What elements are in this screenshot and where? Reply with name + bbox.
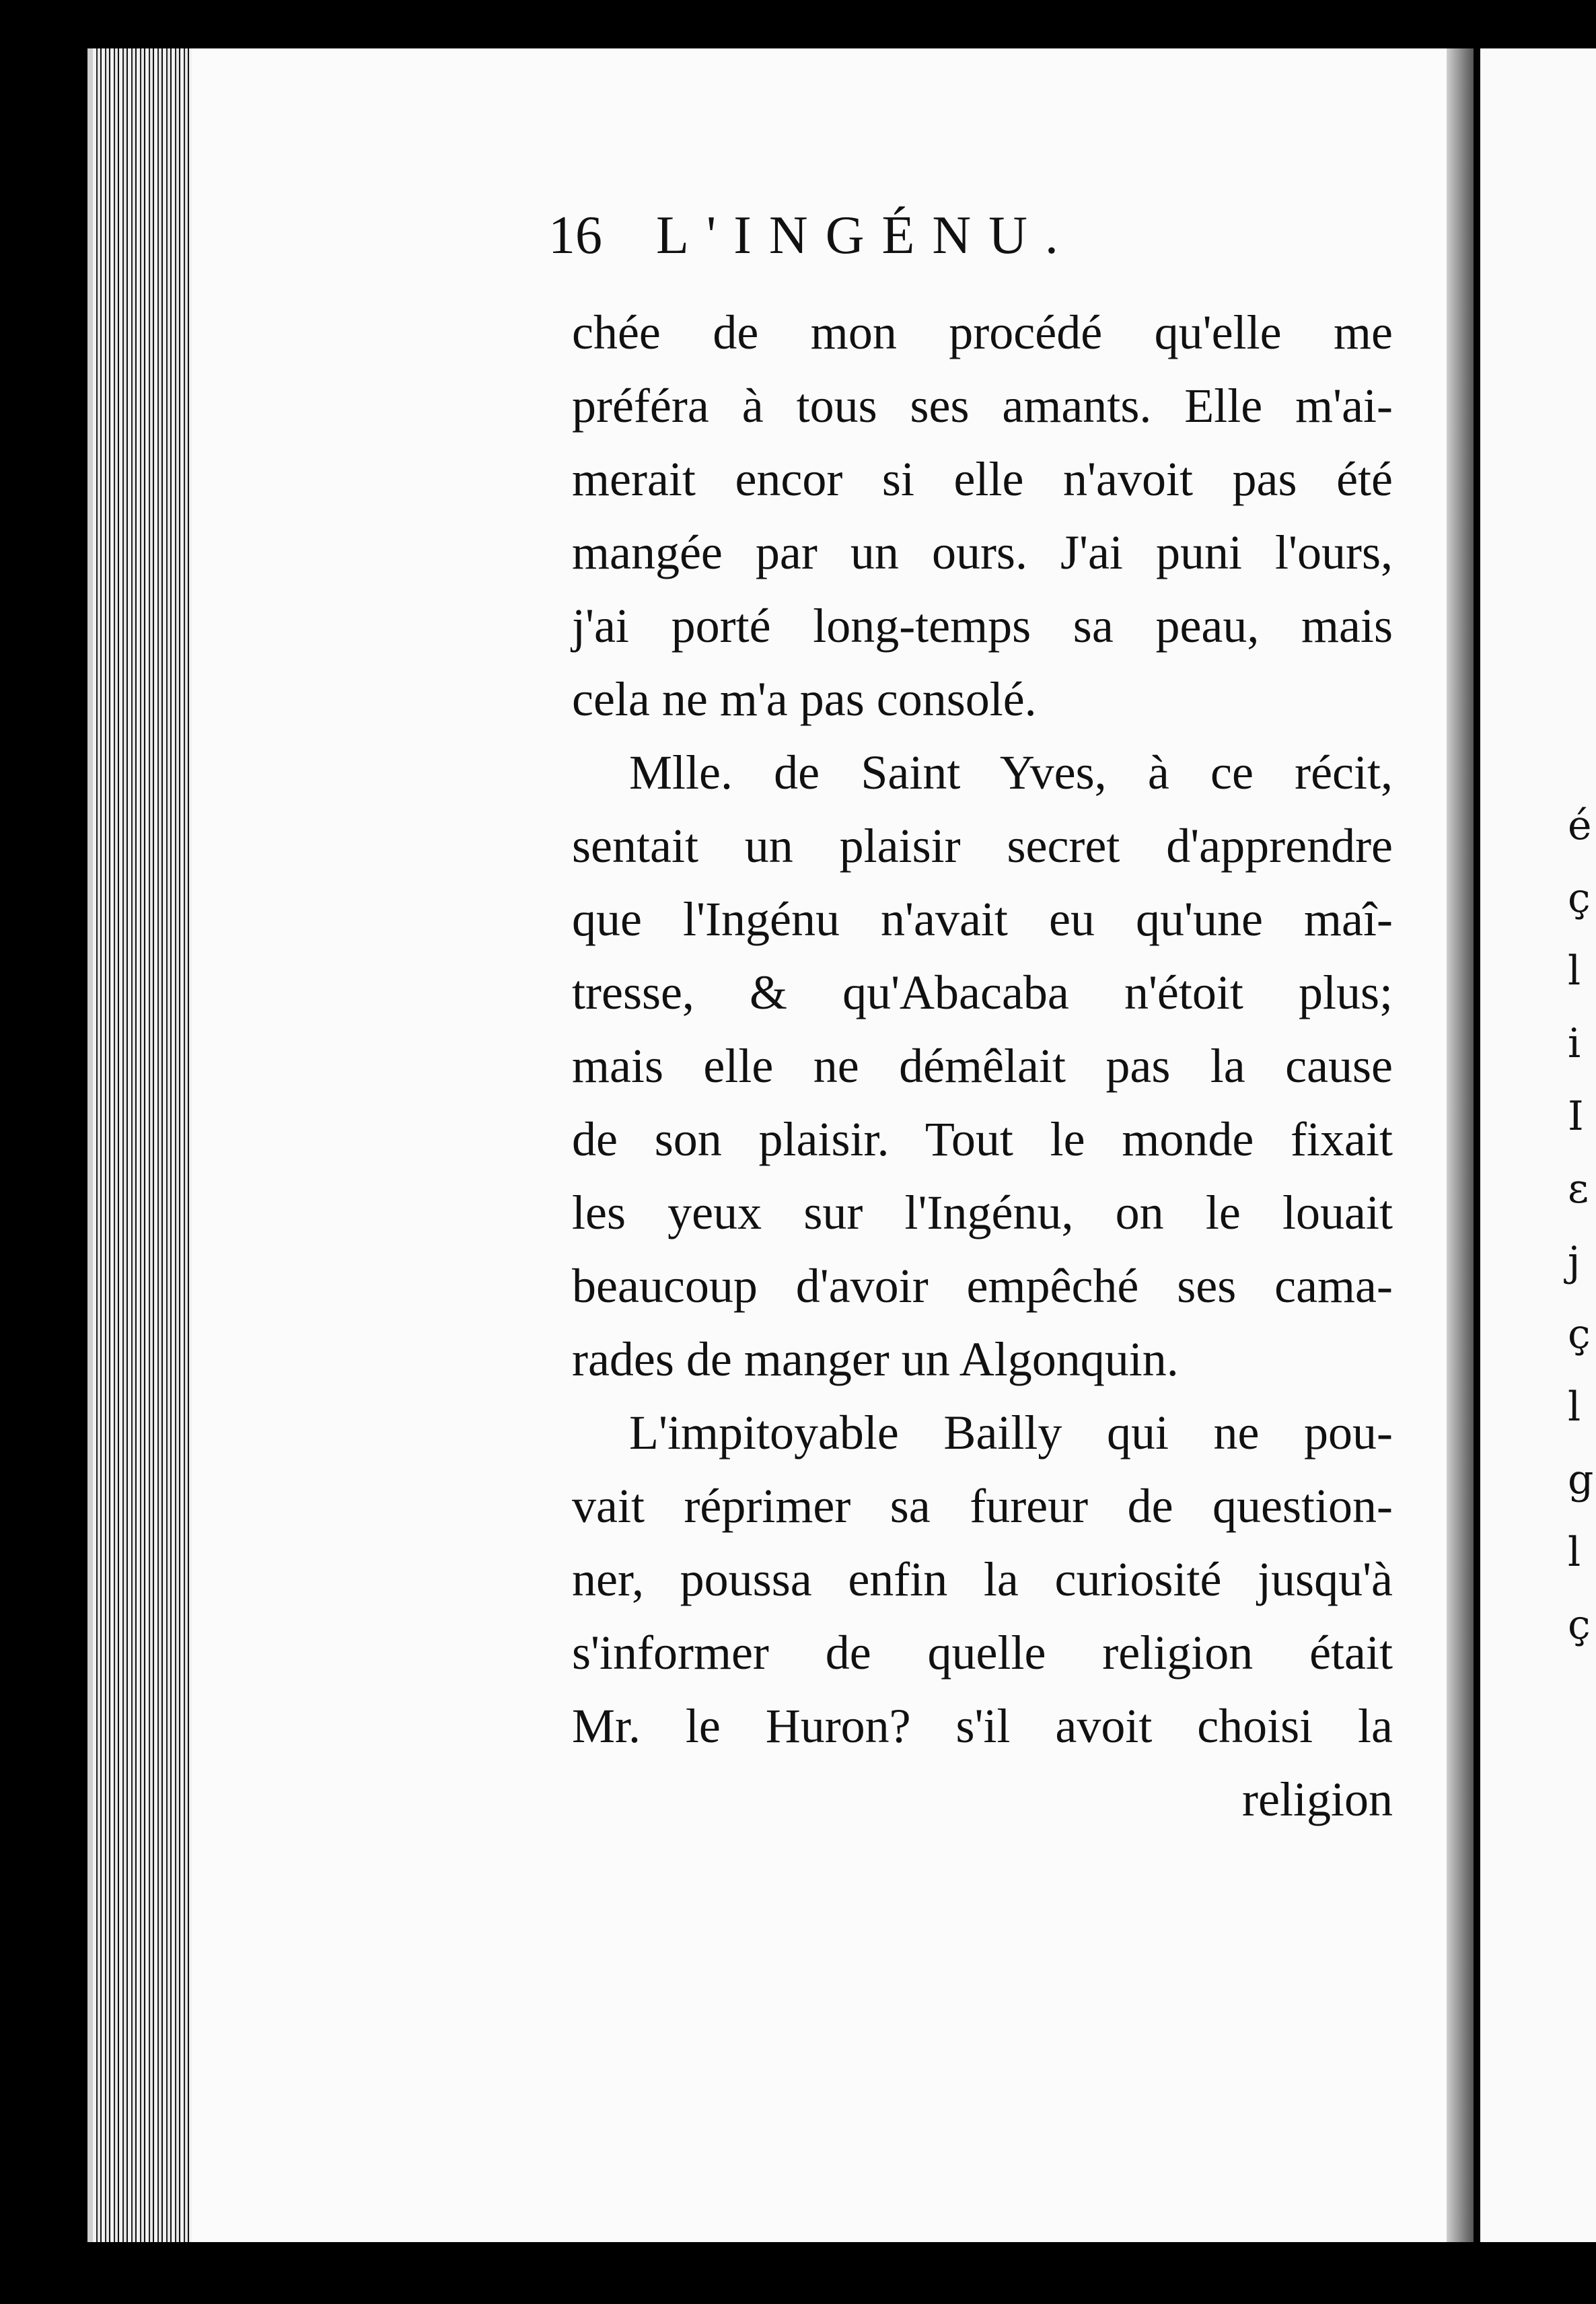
text-line: mangée par un ours. J'ai puni l'ours,	[572, 526, 1393, 579]
facing-page-fragment: l	[1568, 947, 1581, 995]
text-line: les yeux sur l'Ingénu, on le louait	[572, 1186, 1393, 1239]
text-line: rades de manger un Algonquin.	[572, 1332, 1179, 1386]
text-line: chée de mon procédé qu'elle me	[572, 305, 1393, 359]
text-line: que l'Ingénu n'avait eu qu'une maî-	[572, 892, 1393, 946]
facing-page-fragment: ç	[1568, 1601, 1591, 1649]
text-line: merait encor si elle n'avoit pas été	[572, 452, 1393, 506]
facing-page-fragment: l	[1568, 1529, 1581, 1576]
left-page-edges	[87, 48, 201, 2242]
facing-page-edge	[1480, 48, 1596, 2242]
text-line: Mlle. de Saint Yves, à ce récit,	[629, 746, 1393, 799]
page-number: 16	[548, 206, 602, 265]
text-line: beaucoup d'avoir empêché ses cama-	[572, 1259, 1393, 1313]
facing-page-fragment: ç	[1568, 1311, 1591, 1358]
facing-page-fragment: j	[1568, 1238, 1581, 1285]
text-line: Mr. le Huron? s'il avoit choisi la	[572, 1699, 1393, 1753]
text-line: ner, poussa enfin la curiosité jusqu'à	[572, 1552, 1393, 1606]
text-line: de son plaisir. Tout le monde fixait	[572, 1112, 1393, 1166]
running-header	[548, 205, 1076, 266]
facing-page-fragment: é	[1568, 802, 1592, 849]
facing-page-fragment: i	[1568, 1020, 1581, 1067]
text-line: mais elle ne démêlait pas la cause	[572, 1039, 1393, 1093]
text-line: vait réprimer sa fureur de question-	[572, 1479, 1393, 1533]
text-line: j'ai porté long-temps sa peau, mais	[572, 599, 1393, 653]
running-title: L'INGÉNU.	[656, 206, 1076, 265]
text-line: cela ne m'a pas consolé.	[572, 672, 1037, 726]
text-line: sentait un plaisir secret d'apprendre	[572, 819, 1393, 873]
facing-page-fragment: g	[1568, 1456, 1594, 1503]
gutter-shadow	[1447, 48, 1474, 2242]
text-line: s'informer de quelle religion était	[572, 1626, 1393, 1680]
facing-page-fragment: ç	[1568, 875, 1591, 922]
facing-page-fragment: I	[1568, 1093, 1584, 1140]
facing-page-fragment: ε	[1568, 1165, 1589, 1213]
text-line: tresse, & qu'Abacaba n'étoit plus;	[572, 966, 1393, 1019]
text-line: L'impitoyable Bailly qui ne pou-	[629, 1406, 1393, 1460]
body-text	[572, 296, 1393, 1836]
text-line: préféra à tous ses amants. Elle m'ai-	[572, 379, 1393, 433]
catchword: religion	[1242, 1772, 1393, 1826]
facing-page-fragment: l	[1568, 1383, 1581, 1431]
